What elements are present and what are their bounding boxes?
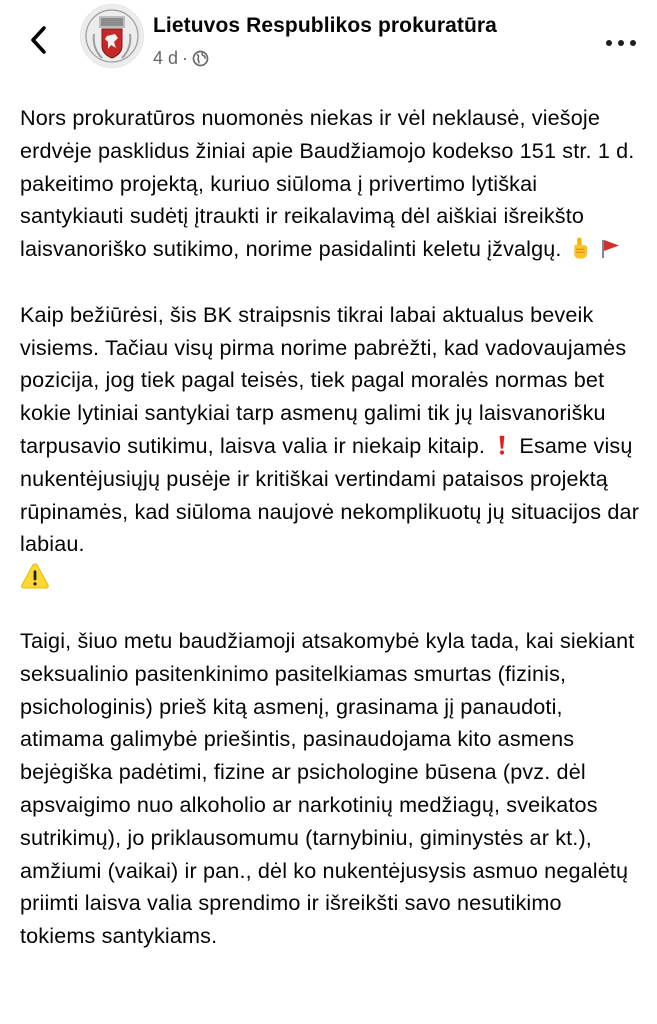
more-dot-icon [630, 40, 636, 46]
chevron-left-icon [30, 25, 48, 55]
post-paragraph-1 [20, 102, 640, 266]
globe-icon [192, 50, 209, 67]
post-paragraph-2 [20, 299, 640, 595]
warning-emoji-icon [20, 561, 50, 591]
post-body [20, 102, 640, 953]
more-dot-icon [618, 40, 624, 46]
post-paragraph-2-text-b: Esame visų nukentėjusiųjų pusėje ir kritiškai vertindami pataisos projektą rūpinamės, kad siūloma naujovė nekomplikuotų jų situacijos dar labiau. [20, 432, 640, 557]
more-dot-icon [606, 40, 612, 46]
page-name[interactable]: Lietuvos Respublikos prokuratūra [153, 14, 497, 37]
post-paragraph-1-text: Nors prokuratūros nuomonės niekas ir vėl neklausė, viešoje erdvėje pasklidus žiniai apie Baudžiamojo kodekso 151 str. 1 d. pakeitimo projektą, kuriuo siūloma į privertimo lytiškai santykiauti sudėtį įtraukti ir reikalavimą dėl aiškiai išreikšto laisvanoriško sutikimo, norime pasidalinti keletu įžvalgų. [20, 105, 635, 262]
post-paragraph-3 [20, 625, 640, 953]
triangular-flag-emoji-icon [598, 236, 622, 260]
post-paragraph-3-text: Taigi, šiuo metu baudžiamoji atsakomybė kyla tada, kai siekiant seksualinio pasitenkinimo pasitelkiamas smurtas (fizinis, psichologinis) prieš kitą asmenį, grasinama jį panaudoti, atimama galimybė priešintis, pasinaudojama kito asmens bejėgiška padėtimi, fizine ar psichologine būsena (pvz. dėl apsvaigimo nuo alkoholio ar narkotinių medžiagų, sveikatos sutrikimų), jo priklausomumu (tarnybiniu, giminystės ar kt.), amžiumi (vaikai) ir pan., dėl ko nukentėjusysis asmuo negalėtų priimti laisva valia sprendimo ir išreikšti savo nesutikimo tokiems santykiams. [20, 627, 635, 949]
paragraph-gap [20, 595, 640, 625]
page-avatar[interactable] [80, 4, 144, 68]
paragraph-gap [20, 266, 640, 299]
post-timestamp[interactable]: 4 d [153, 48, 179, 68]
back-button[interactable] [24, 20, 54, 60]
prosecutor-emblem-icon [80, 4, 144, 68]
index-pointing-up-emoji-icon [568, 236, 592, 260]
more-options-button[interactable] [606, 36, 636, 50]
exclamation-mark-emoji-icon [491, 433, 513, 457]
post-paragraph-2-text-a: Kaip bežiūrėsi, šis BK straipsnis tikrai labai aktualus beveik visiems. Tačiau visų pirma norime pabrėžti, kad vadovaujamės pozicija, jog tiek pagal teisės, tiek pagal moralės normas bet kokie lytiniai santykiai tarp asmenų galimi tik jų laisvanorišku tarpusavio sutikimu, laisva valia ir niekaip kitaip. [20, 301, 627, 458]
post-header [0, 0, 657, 90]
post-meta [153, 48, 209, 69]
meta-separator: · [182, 48, 189, 68]
